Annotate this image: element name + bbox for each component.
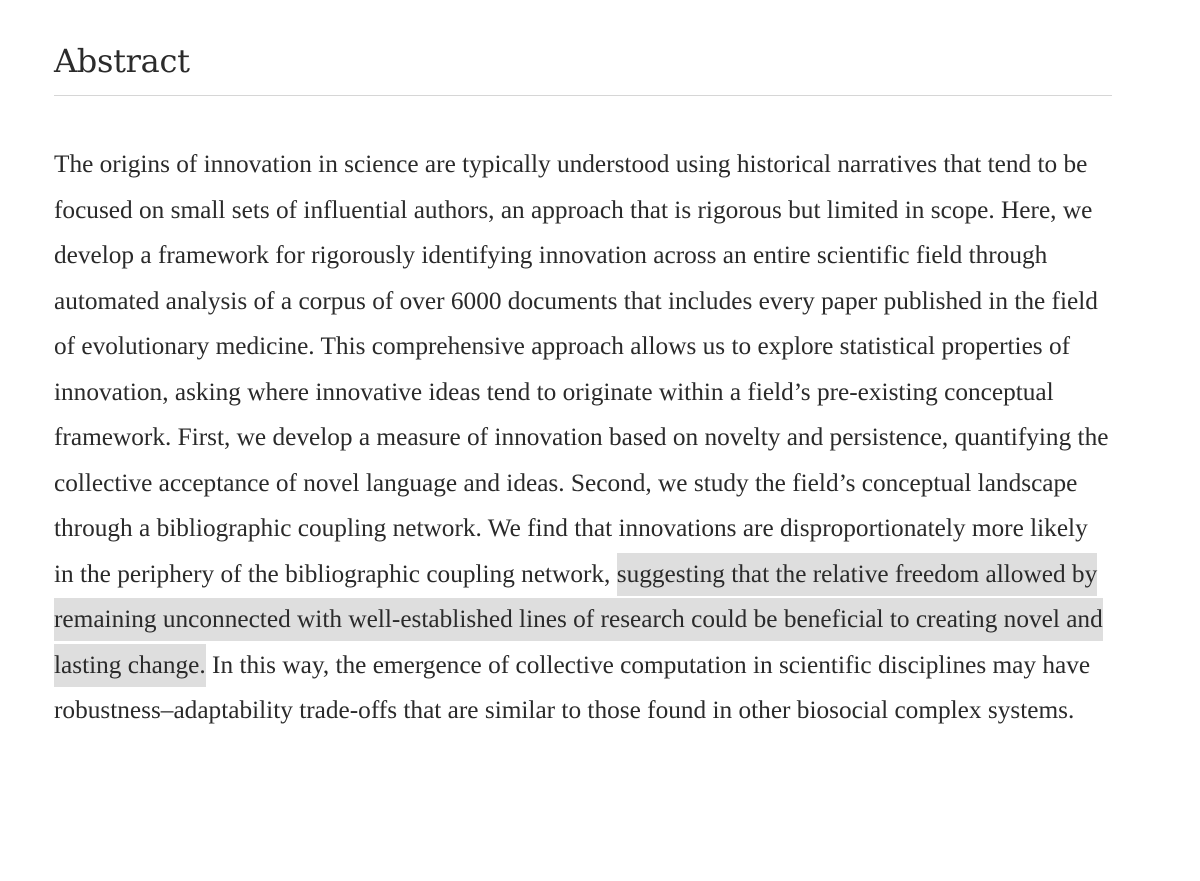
abstract-paragraph[interactable] bbox=[54, 142, 1112, 734]
section-heading: Abstract bbox=[54, 42, 190, 80]
abstract-text-before: The origins of innovation in science are typically understood using historical narratives that tend to be focused on small sets of influential authors, an approach that is rigorous but limited in scope. Here, we develop a framework for rigorously identifying innovation across an entire scientific field through automated analysis of a corpus of over 6000 documents that includes every paper published in the field of evolutionary medicine. This comprehensive approach allows us to explore statistical properties of innovation, asking where innovative ideas tend to originate within a field’s pre-existing conceptual framework. First, we develop a measure of innovation based on novelty and persistence, quantifying the collective acceptance of novel language and ideas. Second, we study the field’s conceptual landscape through a bibliographic coupling network. We find that innovations are disproportionately more likely in the periphery of the bibliographic coupling network, bbox=[54, 150, 1109, 588]
abstract-section bbox=[54, 0, 1112, 724]
abstract-text-after: In this way, the emergence of collective computation in scientific disciplines may have robustness–adaptability trade-offs that are similar to those found in other biosocial complex systems. bbox=[54, 650, 1091, 724]
text-selection-highlight[interactable]: suggesting that the relative freedom allowed by remaining unconnected with well-established lines of research could be beneficial to creating novel and lasting change. bbox=[54, 553, 1103, 687]
heading-divider bbox=[54, 95, 1112, 96]
